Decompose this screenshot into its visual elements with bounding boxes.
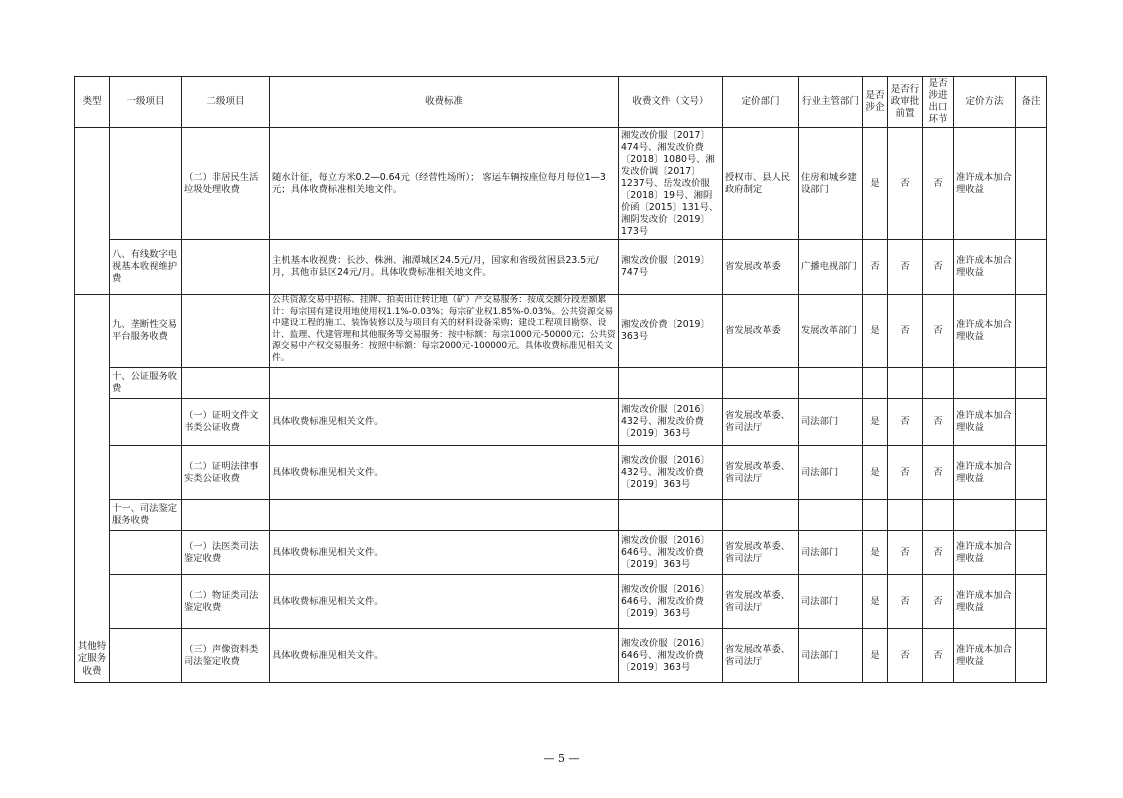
level1-cell: 十一、司法鉴定服务收费: [110, 500, 182, 531]
enterprise-cell: 是: [863, 575, 888, 629]
level2-cell: [182, 368, 270, 399]
pricing-dept-cell: 授权市、县人民政府制定: [723, 128, 799, 240]
header-industry-dept: 行业主管部门: [799, 77, 863, 128]
table-row: [75, 399, 1047, 446]
table-row: [75, 128, 1047, 240]
header-level1: 一级项目: [110, 77, 182, 128]
standard-cell: 具体收费标准见相关文件。: [270, 446, 619, 500]
type-cell: 其他特定服务收费: [75, 295, 110, 683]
header-approval: 是否行政审批前置: [888, 77, 923, 128]
pricing-method-cell: [954, 368, 1016, 399]
document-cell: 湘发改价服〔2016〕646号、湘发改价费〔2019〕363号: [619, 629, 723, 683]
industry-dept-cell: 司法部门: [799, 531, 863, 575]
import-export-cell: 否: [923, 128, 954, 240]
standard-cell: 随水计征，每立方米0.2—0.64元（经营性场所）； 客运车辆按座位每月每位1—3元；具体收费标准相关地文件。: [270, 128, 619, 240]
standard-cell: 具体收费标准见相关文件。: [270, 531, 619, 575]
approval-cell: 否: [888, 128, 923, 240]
level1-cell: [110, 629, 182, 683]
enterprise-cell: 是: [863, 446, 888, 500]
industry-dept-cell: 住房和城乡建设部门: [799, 128, 863, 240]
pricing-method-cell: 准许成本加合理收益: [954, 128, 1016, 240]
approval-cell: [888, 500, 923, 531]
approval-cell: 否: [888, 399, 923, 446]
header-note: 备注: [1016, 77, 1047, 128]
header-enterprise: 是否涉企: [863, 77, 888, 128]
standard-cell: [270, 500, 619, 531]
enterprise-cell: [863, 500, 888, 531]
level1-cell: [110, 446, 182, 500]
note-cell: [1016, 399, 1047, 446]
pricing-dept-cell: 省发展改革委、省司法厅: [723, 531, 799, 575]
fee-table: [74, 76, 1047, 683]
level2-cell: （二）非居民生活垃圾处理收费: [182, 128, 270, 240]
approval-cell: 否: [888, 446, 923, 500]
pricing-dept-cell: [723, 500, 799, 531]
industry-dept-cell: 广播电视部门: [799, 240, 863, 295]
level2-cell: [182, 295, 270, 368]
note-cell: [1016, 629, 1047, 683]
note-cell: [1016, 575, 1047, 629]
note-cell: [1016, 531, 1047, 575]
pricing-method-cell: 准许成本加合理收益: [954, 240, 1016, 295]
enterprise-cell: 是: [863, 128, 888, 240]
industry-dept-cell: 司法部门: [799, 575, 863, 629]
table-row: [75, 531, 1047, 575]
level2-cell: （二）物证类司法鉴定收费: [182, 575, 270, 629]
approval-cell: 否: [888, 629, 923, 683]
level1-cell: 十、公证服务收费: [110, 368, 182, 399]
standard-cell: 具体收费标准见相关文件。: [270, 629, 619, 683]
header-import-export: 是否涉进出口环节: [923, 77, 954, 128]
approval-cell: 否: [888, 531, 923, 575]
pricing-method-cell: 准许成本加合理收益: [954, 446, 1016, 500]
level2-cell: [182, 500, 270, 531]
header-document: 收费文件（文号）: [619, 77, 723, 128]
pricing-method-cell: [954, 500, 1016, 531]
industry-dept-cell: 发展改革部门: [799, 295, 863, 368]
pricing-method-cell: 准许成本加合理收益: [954, 531, 1016, 575]
enterprise-cell: 是: [863, 531, 888, 575]
standard-text: 公共资源交易中招标、挂牌、拍卖出让转让地（矿）产交易服务：按成交额分段差额累计：每宗国有建设用地使用权1.1%-0.03%；每宗矿业权1.85%-0.03%。公共资源交易中建设工程的施工、装饰装修以及与项目有关的材料设备采购；建设工程项目勘察、设计、监理、代建管理和其他服务等交易服务：按中标额：每宗1000元-50000元；公共资源交易中产权交易服务：按照中标额：每宗2000元-100000元。具体收费标准见相关文件。: [272, 295, 616, 363]
header-level2: 二级项目: [182, 77, 270, 128]
pricing-dept-cell: 省发展改革委、省司法厅: [723, 446, 799, 500]
document-cell: 湘发改价服〔2016〕646号、湘发改价费〔2019〕363号: [619, 575, 723, 629]
industry-dept-cell: 司法部门: [799, 629, 863, 683]
pricing-method-cell: 准许成本加合理收益: [954, 399, 1016, 446]
enterprise-cell: 是: [863, 629, 888, 683]
table-header-row: [75, 77, 1047, 128]
import-export-cell: [923, 500, 954, 531]
page-number: — 5 —: [543, 752, 580, 765]
note-cell: [1016, 368, 1047, 399]
import-export-cell: 否: [923, 531, 954, 575]
document-cell: 湘发改价服〔2017〕474号、湘发改价费〔2018〕1080号、湘发改价调〔2017〕1237号、岳发改价服〔2018〕19号、湘阴价函〔2015〕131号、湘阴发改价〔2019〕173号: [619, 128, 723, 240]
level2-cell: （一）证明文件文书类公证收费: [182, 399, 270, 446]
industry-dept-cell: 司法部门: [799, 399, 863, 446]
pricing-dept-cell: 省发展改革委、省司法厅: [723, 399, 799, 446]
level1-cell: 八、有线数字电视基本收视维护费: [110, 240, 182, 295]
pricing-dept-cell: 省发展改革委、省司法厅: [723, 629, 799, 683]
pricing-method-cell: 准许成本加合理收益: [954, 295, 1016, 368]
enterprise-cell: 否: [863, 240, 888, 295]
document-cell: 湘发改价服〔2016〕432号、湘发改价费〔2019〕363号: [619, 399, 723, 446]
note-cell: [1016, 500, 1047, 531]
industry-dept-cell: 司法部门: [799, 446, 863, 500]
table-row: [75, 575, 1047, 629]
table-row: [75, 446, 1047, 500]
standard-cell: [270, 295, 619, 368]
industry-dept-cell: [799, 368, 863, 399]
table-row: [75, 295, 1047, 368]
pricing-method-cell: 准许成本加合理收益: [954, 575, 1016, 629]
approval-cell: 否: [888, 240, 923, 295]
standard-cell: [270, 368, 619, 399]
level1-cell: 九、垄断性交易平台服务收费: [110, 295, 182, 368]
level2-cell: （一）法医类司法鉴定收费: [182, 531, 270, 575]
pricing-dept-cell: [723, 368, 799, 399]
document-cell: [619, 500, 723, 531]
header-pricing-dept: 定价部门: [723, 77, 799, 128]
enterprise-cell: 是: [863, 295, 888, 368]
level1-cell: [110, 575, 182, 629]
import-export-cell: 否: [923, 295, 954, 368]
document-cell: 湘发改价服〔2019〕747号: [619, 240, 723, 295]
import-export-cell: 否: [923, 399, 954, 446]
import-export-cell: 否: [923, 575, 954, 629]
header-standard: 收费标准: [270, 77, 619, 128]
table-row: [75, 368, 1047, 399]
document-cell: 湘发改价服〔2016〕432号、湘发改价费〔2019〕363号: [619, 446, 723, 500]
industry-dept-cell: [799, 500, 863, 531]
standard-cell: 具体收费标准见相关文件。: [270, 399, 619, 446]
pricing-dept-cell: 省发展改革委、省司法厅: [723, 575, 799, 629]
table-row: [75, 500, 1047, 531]
standard-cell: 主机基本收视费：长沙、株洲、湘潭城区24.5元/月，国家和省级贫困县23.5元/月，其他市县区24元/月。具体收费标准相关地文件。: [270, 240, 619, 295]
enterprise-cell: [863, 368, 888, 399]
level2-cell: （三）声像资料类司法鉴定收费: [182, 629, 270, 683]
level1-cell: [110, 128, 182, 240]
pricing-dept-cell: 省发展改革委: [723, 295, 799, 368]
document-cell: [619, 368, 723, 399]
pricing-dept-cell: 省发展改革委: [723, 240, 799, 295]
level1-cell: [110, 531, 182, 575]
document-cell: 湘发改价服〔2016〕646号、湘发改价费〔2019〕363号: [619, 531, 723, 575]
level2-cell: （二）证明法律事实类公证收费: [182, 446, 270, 500]
import-export-cell: 否: [923, 629, 954, 683]
approval-cell: 否: [888, 295, 923, 368]
note-cell: [1016, 240, 1047, 295]
header-type: 类型: [75, 77, 110, 128]
header-pricing-method: 定价方法: [954, 77, 1016, 128]
pricing-method-cell: 准许成本加合理收益: [954, 629, 1016, 683]
import-export-cell: 否: [923, 446, 954, 500]
approval-cell: [888, 368, 923, 399]
note-cell: [1016, 295, 1047, 368]
table-row: [75, 240, 1047, 295]
type-cell: [75, 128, 110, 295]
level2-cell: [182, 240, 270, 295]
enterprise-cell: 是: [863, 399, 888, 446]
import-export-cell: 否: [923, 240, 954, 295]
note-cell: [1016, 128, 1047, 240]
document-cell: 湘发改价费〔2019〕363号: [619, 295, 723, 368]
level1-cell: [110, 399, 182, 446]
approval-cell: 否: [888, 575, 923, 629]
table-row: [75, 629, 1047, 683]
import-export-cell: [923, 368, 954, 399]
note-cell: [1016, 446, 1047, 500]
standard-cell: 具体收费标准见相关文件。: [270, 575, 619, 629]
